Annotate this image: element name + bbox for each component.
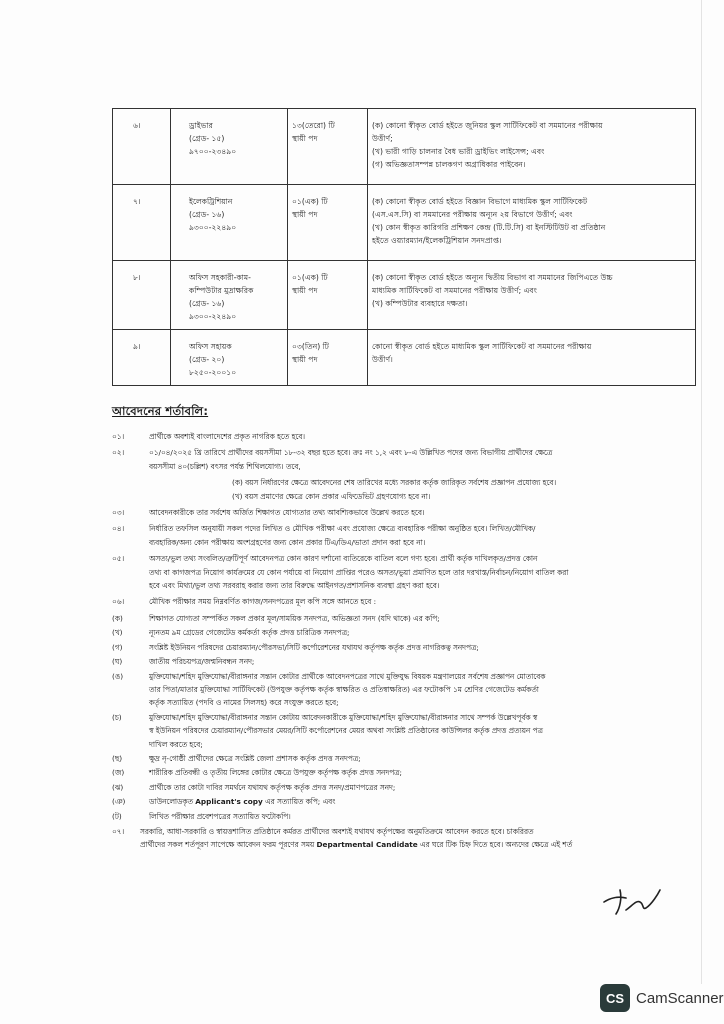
condition-line: অসত্য/ভুল তথ্য সংবলিত/ত্রুটিপূর্ণ আবেদনপত্র কোন কারণ দর্শানো ব্যতিরেকে বাতিল বলে গণ্য হবে। প্রার্থী কর্তৃক দাখিলকৃত/প্রদত্ত কোন <box>149 554 538 564</box>
document-item-label: (গ) <box>112 642 123 652</box>
document-item-line: শিক্ষাগত যোগ্যতা সম্পর্কিত সকল প্রকার মূল/সাময়িক সনদপত্র, অভিজ্ঞতা সনদ (যদি থাকে) এর কপি; <box>149 613 440 623</box>
document-list-item <box>112 612 698 625</box>
document-item-text <box>149 781 698 794</box>
condition-number: ০৫। <box>112 554 125 564</box>
document-item-text <box>149 711 698 751</box>
qualification-line: উত্তীর্ণ; <box>372 134 393 143</box>
post-line: (গ্রেড- ১৬) <box>189 299 225 308</box>
table-row <box>113 185 696 261</box>
condition-text <box>149 522 698 549</box>
document-item-line: স্ব ইউনিয়ন পরিষদের চেয়ারম্যান/পৌরসভার মেয়র/সিটি কর্পোরেশনের মেয়র অথবা সংশ্লিষ্ট প্রতিষ্ঠানের কাউন্সিলর কর্তৃক প্রদত্ত প্রত্যয়ন পত্র <box>149 726 543 736</box>
text-pre: প্রার্থীদের সকল শর্তপূরণ সাপেক্ষে আবেদন ফরম পূরণের সময় <box>140 840 317 850</box>
condition-text <box>140 825 698 852</box>
post-line: ইলেকট্রিশিয়ান <box>189 197 233 206</box>
condition-line: সরকারি, আধা-সরকারি ও স্বায়ত্তশাসিত প্রতিষ্ঠানে কর্মরত প্রার্থীদের অবশ্যই যথাযথ কর্তৃপক্ষের অনুমতিক্রমে আবেদন করতে হবে। চাকরিরত <box>140 826 534 836</box>
document-item-text <box>149 752 698 765</box>
cell-serial: ৬। <box>113 109 171 185</box>
condition-text <box>149 430 698 443</box>
text-bold: Applicant's copy <box>195 797 263 807</box>
condition-item <box>112 506 698 519</box>
post-line: (গ্রেড- ২০) <box>189 355 225 364</box>
condition-line: আবেদনকারীকে তার সর্বশেষ অর্জিত শিক্ষাগত যোগ্যতার তথ্য আবশ্যিকভাবে উল্লেখ করতে হবে। <box>149 508 425 518</box>
document-item-label: (ঝ) <box>112 782 124 792</box>
document-list-item <box>112 655 698 668</box>
document-item-text <box>149 612 698 625</box>
condition-item <box>112 522 698 549</box>
count-line: স্থায়ী পদ <box>292 210 318 219</box>
condition-number: ০১। <box>112 432 125 441</box>
document-item-line: ন্যূনতম ৯ম গ্রেডের গেজেটেড কর্মকর্তা কর্তৃক প্রদত্ত চারিত্রিক সনদপত্র; <box>149 628 350 638</box>
condition-line: হবে এবং মিথ্যা/ভুল তথ্য সরবরাহ করার জন্য তার বিরুদ্ধে আইনগত/প্রশাসনিক ব্যবস্থা গ্রহণ করা হবে। <box>149 581 440 591</box>
document-item-line: তার পিতা/মাতার মুক্তিযোদ্ধা সার্টিফিকেট (উপযুক্ত কর্তৃপক্ষ কর্তৃক স্বাক্ষরিত ও প্রতিস্বাক্ষরিত) এর ফটোকপি ১ম শ্রেণির গেজেটেড কর্মকর্তা <box>149 684 539 694</box>
condition-item <box>112 552 698 592</box>
camscanner-label: CamScanner <box>636 989 724 1007</box>
post-line: ৯৩০০-২২৪৯০ <box>189 312 237 321</box>
count-line: ০১(এক) টি <box>292 197 328 206</box>
post-line: (গ্রেড- ১৬) <box>189 210 225 219</box>
qualification-line: (খ) কম্পিউটার ব্যবহারে দক্ষতা। <box>372 299 468 308</box>
document-item-line: মুক্তিযোদ্ধা/শহিদ মুক্তিযোদ্ধা/বীরাঙ্গনার সন্তান কোটায় আবেদনকারীকে মুক্তিযোদ্ধা/শহিদ মুক্তিযোদ্ধা/বীরাঙ্গনার সাথে সম্পর্ক উল্লেখপূর্বক স্ব <box>149 712 538 722</box>
cell-serial: ৭। <box>113 185 171 261</box>
document-item-line: শারীরিক প্রতিবন্ধী ও তৃতীয় লিঙ্গের কোটার ক্ষেত্রে উপযুক্ত কর্তৃপক্ষ কর্তৃক প্রদত্ত সনদপত্র; <box>149 768 403 778</box>
document-item-line: প্রার্থীকে তার কোটা দাবির সমর্থনে যথাযথ কর্তৃপক্ষ কর্তৃক প্রদত্ত সনদ/প্রমাণপত্রের সনদ; <box>149 782 396 792</box>
document-item-text <box>149 795 698 808</box>
document-item-line: কর্তৃক সত্যায়িত (পদবি ও নামের সিলসহ) করে সংযুক্ত করতে হবে; <box>149 698 339 708</box>
text-post: এর সত্যায়িত কপি; এবং <box>262 797 336 807</box>
document-list-item <box>112 641 698 654</box>
document-list-item <box>112 626 698 639</box>
document-list-item <box>112 795 698 808</box>
qualification-line: মাধ্যমিক সার্টিফিকেট বা সমমানের পরীক্ষায় উত্তীর্ণ; এবং <box>372 286 537 295</box>
document-item-text <box>149 641 698 654</box>
document-item-label: (ক) <box>112 613 123 623</box>
condition-text <box>149 595 698 608</box>
count-line: ০৩(তিন) টি <box>292 342 329 351</box>
post-line: (গ্রেড- ১৫) <box>189 134 225 143</box>
table-row <box>113 330 696 386</box>
document-item-label: (জ) <box>112 768 125 778</box>
condition-item <box>112 825 698 852</box>
count-line: স্থায়ী পদ <box>292 134 318 143</box>
condition-item <box>112 595 698 608</box>
qualification-line: (গ) অভিজ্ঞতাসম্পন্ন চালকগণ অগ্রাধিকার পাইবেন। <box>372 160 526 169</box>
condition-line: বয়সসীমা ৪০(চল্লিশ) বৎসর পর্যন্ত শিথিলযোগ্য। তবে, <box>149 461 301 471</box>
condition-number: ০৬। <box>112 597 125 607</box>
condition-item <box>112 476 698 503</box>
post-line: ৮২৫০-২০০১০ <box>189 368 237 377</box>
cell-qualification <box>368 109 696 185</box>
condition-line: তথ্য বা কাগজপত্র নিয়োগ কার্যক্রমের যে কোন পর্যায়ে বা নিয়োগ প্রাপ্তির পরেও অসত্য/ভুয়া প্রমাণিত হলে তার দরখাস্ত/নির্বাচন/নিয়োগ বাতিল করা <box>149 567 569 577</box>
conditions-list <box>112 430 698 855</box>
condition-line: ব্যবহারিক/অন্য কোন পরীক্ষায় অংশগ্রহণের জন্য কোন প্রকার টিএ/ডিএ/ভাতা প্রদান করা হবে না। <box>149 537 426 547</box>
qualification-line: (খ) কোন স্বীকৃত কারিগরি প্রশিক্ষণ কেন্দ্র (টি.টি.সি) বা ইনস্টিটিউট বা প্রতিষ্ঠান <box>372 223 606 232</box>
condition-number: ০২। <box>112 448 125 458</box>
cell-post <box>171 109 288 185</box>
qualification-line: উত্তীর্ণ। <box>372 355 393 364</box>
post-line: ৯৩০০-২২৪৯০ <box>189 223 237 232</box>
post-line: ড্রাইভার <box>189 121 213 130</box>
condition-text <box>232 476 698 503</box>
qualification-line: (এস.এস.সি) বা সমমানের পরীক্ষায় অন্যূন ২য় বিভাগে উত্তীর্ণ; এবং <box>372 210 573 219</box>
document-item-line: ক্ষুদ্র নৃ-গোষ্ঠী প্রার্থীদের ক্ষেত্রে সংশ্লিষ্ট জেলা প্রশাসক কর্তৃক প্রদত্ত সনদপত্র; <box>149 753 361 763</box>
condition-number: ০৭। <box>112 826 125 836</box>
table-row <box>113 261 696 330</box>
document-item-line: সংশ্লিষ্ট ইউনিয়ন পরিষদের চেয়ারম্যান/পৌরসভা/সিটি কর্পোরেশনের যথাযথ কর্তৃপক্ষ কর্তৃক প্রদত্ত নাগরিকত্ব সনদপত্র; <box>149 642 479 652</box>
condition-item <box>112 446 698 473</box>
document-item-text <box>149 655 698 668</box>
cell-serial: ৮। <box>113 261 171 330</box>
cell-count <box>288 330 368 386</box>
document-list-item <box>112 766 698 779</box>
cell-post <box>171 185 288 261</box>
qualification-line: (ক) কোনো স্বীকৃত বোর্ড হইতে বিজ্ঞান বিভাগে মাধ্যমিক স্কুল সার্টিফিকেট <box>372 197 588 206</box>
condition-line: (ক) বয়স নির্ধারণের ক্ষেত্রে আবেদনের শেষ তারিখের মধ্যে সরকার কর্তৃক জারিকৃত সর্বশেষ প্রজ্ঞাপন প্রযোজ্য হবে। <box>232 478 557 488</box>
condition-text <box>149 506 698 519</box>
document-list-item <box>112 810 698 823</box>
table-row <box>113 109 696 185</box>
document-item-line: মুক্তিযোদ্ধা/শহিদ মুক্তিযোদ্ধা/বীরাঙ্গনার সন্তান কোটার প্রার্থীকে আবেদনপত্রের সাথে মুক্তিযুদ্ধ বিষয়ক মন্ত্রণালয়ের সর্বশেষ প্রজ্ঞাপন মোতাবেক <box>149 671 546 681</box>
qualification-line: (খ) ভারী গাড়ি চালনার বৈধ ভারী ড্রাইভিং লাইসেন্স; এবং <box>372 147 545 156</box>
condition-number: ০৩। <box>112 508 125 518</box>
cell-count <box>288 109 368 185</box>
count-line: ১৩(তেরো) টি <box>292 121 335 130</box>
text-bold: Departmental Candidate <box>316 840 418 850</box>
document-item-text <box>149 670 698 710</box>
document-item-line: লিখিত পরীক্ষার প্রবেশপত্রের সত্যায়িত ফটোকপি। <box>149 811 291 821</box>
camscanner-logo-icon: CS <box>600 984 630 1012</box>
cell-qualification <box>368 185 696 261</box>
count-line: স্থায়ী পদ <box>292 286 318 295</box>
document-item-text <box>149 766 698 779</box>
count-line: ০১(এক) টি <box>292 273 328 282</box>
condition-line: ০১/০৪/২০২৫ খ্রি তারিখে প্রার্থীদের বয়সসীমা ১৮-৩২ বছর হতে হবে। ক্রঃ নং ১,২ এবং ৮-এ উল্লিখিত পদের জন্য বিভাগীয় প্রার্থীদের ক্ষেত্রে <box>149 448 553 458</box>
text-pre: ডাউনলোডকৃত <box>149 797 196 807</box>
document-item-label: (ট) <box>112 811 122 821</box>
document-list-item <box>112 711 698 751</box>
condition-text <box>149 552 698 592</box>
cell-post <box>171 261 288 330</box>
post-line: অফিস সহকারী-কাম- <box>189 273 251 282</box>
document-item-line: জাতীয় পরিচয়পত্র/জন্মনিবন্ধন সনদ; <box>149 657 255 667</box>
document-list-item <box>112 781 698 794</box>
document-list-item <box>112 752 698 765</box>
document-item-line: দাখিল করতে হবে; <box>149 739 203 749</box>
count-line: স্থায়ী পদ <box>292 355 318 364</box>
condition-line: নির্ধারিত তফসিল অনুযায়ী সকল পদের লিখিত ও মৌখিক পরীক্ষা এবং প্রযোজ্য ক্ষেত্রে ব্যবহারিক পরীক্ষা অনুষ্ঠিত হবে। লিখিত/মৌখিক/ <box>149 524 536 534</box>
document-item-label: (ছ) <box>112 753 123 763</box>
condition-line: (খ) বয়স প্রমাণের ক্ষেত্রে কোন প্রকার এফিডেভিট গ্রহণযোগ্য হবে না। <box>232 491 431 501</box>
cell-count <box>288 261 368 330</box>
condition-line: প্রার্থীকে অবশ্যই বাংলাদেশের প্রকৃত নাগরিক হতে হবে। <box>149 432 306 441</box>
condition-number: ০৪। <box>112 524 125 534</box>
document-item-text <box>149 810 698 823</box>
posts-table <box>112 108 696 386</box>
cell-post <box>171 330 288 386</box>
qualification-line: কোনো স্বীকৃত বোর্ড হইতে মাধ্যমিক স্কুল সার্টিফিকেট বা সমমানের পরীক্ষায় <box>372 342 592 351</box>
document-item-text <box>149 626 698 639</box>
text-post: এর ঘরে টিক চিহ্ন দিতে হবে। অন্যদের ক্ষেত্রে এই শর্ত <box>417 840 573 850</box>
post-line: ৯৭০০-২৩৪৯০ <box>189 147 237 156</box>
condition-item <box>112 430 698 443</box>
cell-serial: ৯। <box>113 330 171 386</box>
document-list-item <box>112 670 698 710</box>
cell-qualification <box>368 330 696 386</box>
document-item-line <box>149 795 698 808</box>
cell-count <box>288 185 368 261</box>
document-item-label: (চ) <box>112 712 122 722</box>
document-item-label: (ঙ) <box>112 671 124 681</box>
qualification-line: (ক) কোনো স্বীকৃত বোর্ড হইতে জুনিয়র স্কুল সার্টিফিকেট বা সমমানের পরীক্ষায় <box>372 121 603 130</box>
signature <box>600 880 670 920</box>
condition-line <box>140 838 698 851</box>
post-line: অফিস সহায়ক <box>189 342 232 351</box>
document-item-label: (খ) <box>112 628 123 638</box>
qualification-line: (ক) কোনো স্বীকৃত বোর্ড হইতে অন্যূন দ্বিতীয় বিভাগ বা সমমানের জিপিএতে উচ্চ <box>372 273 613 282</box>
camscanner-badge <box>600 983 724 1013</box>
condition-line: মৌখিক পরীক্ষার সময় নিম্নবর্ণিত কাগজ/সনদপত্রের মূল কপি সঙ্গে আনতে হবে : <box>149 597 377 607</box>
cell-qualification <box>368 261 696 330</box>
document-item-label: (ঞ) <box>112 797 126 807</box>
document-item-label: (ঘ) <box>112 657 123 667</box>
qualification-line: হইতে ওয়্যারম্যান/ইলেকট্রিশিয়ান সনদপ্রাপ্ত। <box>372 236 502 245</box>
post-line: কম্পিউটার মুদ্রাক্ষরিক <box>189 286 254 295</box>
conditions-heading: আবেদনের শর্তাবলি: <box>112 404 209 418</box>
condition-text <box>149 446 698 473</box>
